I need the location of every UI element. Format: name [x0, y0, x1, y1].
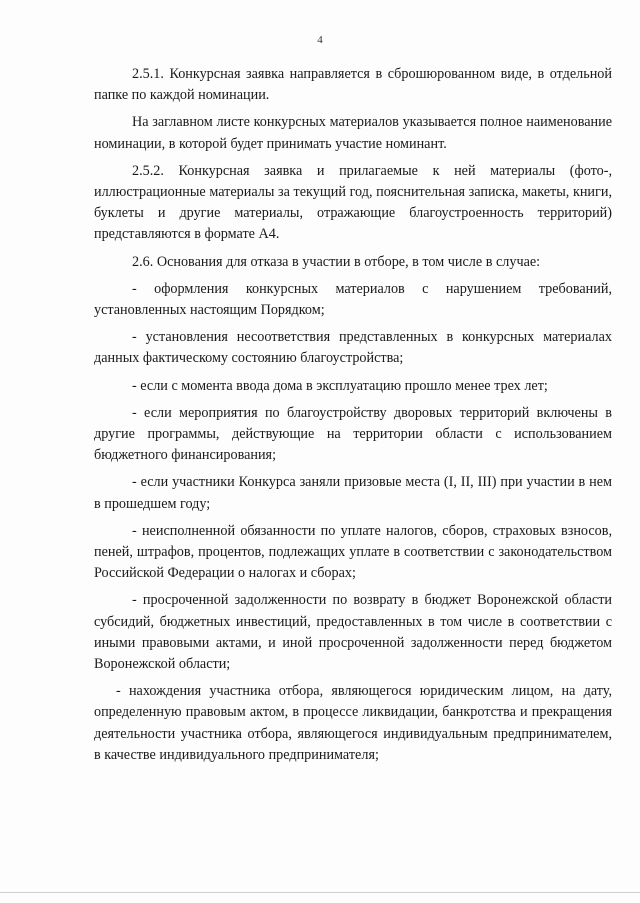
paragraph-2-6: 2.6. Основания для отказа в участии в отборе, в том числе в случае:: [132, 253, 541, 270]
paragraph-2-5-1: 2.5.1. Конкурсная заявка направляется в сброшюрованном виде, в отдельной папке по каждой номинации.: [94, 66, 612, 104]
list-item-tax-obligations: - неисполненной обязанности по уплате налогов, сборов, страховых взносов, пеней, штрафов, процентов, подлежащих уплате в соответствии с законодательством Российской Федерации о налогах и сборах;: [94, 522, 612, 582]
list-item-prize-places: - если участники Конкурса заняли призовые места (I, II, III) при участии в нем в прошедшем году;: [94, 474, 612, 512]
list-item-liquidation: - нахождения участника отбора, являющегося юридическим лицом, на дату, определенную правовым актом, в процессе ликвидации, банкротства и прекращения деятельности участника отбора, являющегося индивидуальным предпринимателем, в качестве индивидуального предпринимателя;: [94, 683, 612, 763]
list-item-overdue-debt: - просроченной задолженности по возврату в бюджет Воронежской области субсидий, бюджетных инвестиций, предоставленных в том числе в соответствии с иными правовыми актами, и иной просроченной задолженности перед бюджетом Воронежской области;: [94, 592, 612, 673]
list-item-house-age: - если с момента ввода дома в эксплуатацию прошло менее трех лет;: [132, 377, 548, 394]
list-item-other-programs: - если мероприятия по благоустройству дворовых территорий включены в другие программы, действующие на территории области с использованием бюджетного финансирования;: [94, 404, 612, 464]
document-body: [94, 64, 612, 772]
bottom-edge-line: [0, 892, 640, 893]
paragraph-title-sheet: На заглавном листе конкурсных материалов указывается полное наименование номинации, в которой будет принимать участие номинант.: [94, 114, 612, 152]
list-item-data-mismatch: - установления несоответствия представленных в конкурсных материалах данных фактическому состоянию благоустройства;: [94, 329, 612, 367]
list-item-formatting-violation: - оформления конкурсных материалов с нарушением требований, установленных настоящим Порядком;: [94, 280, 612, 319]
paragraph-2-5-2: 2.5.2. Конкурсная заявка и прилагаемые к ней материалы (фото-, иллюстрационные материалы за текущий год, пояснительная записка, макеты, книги, буклеты и другие материалы, отражающие благоустроенность территорий) представляются в формате А4.: [94, 162, 612, 243]
page-number: 4: [317, 34, 323, 46]
